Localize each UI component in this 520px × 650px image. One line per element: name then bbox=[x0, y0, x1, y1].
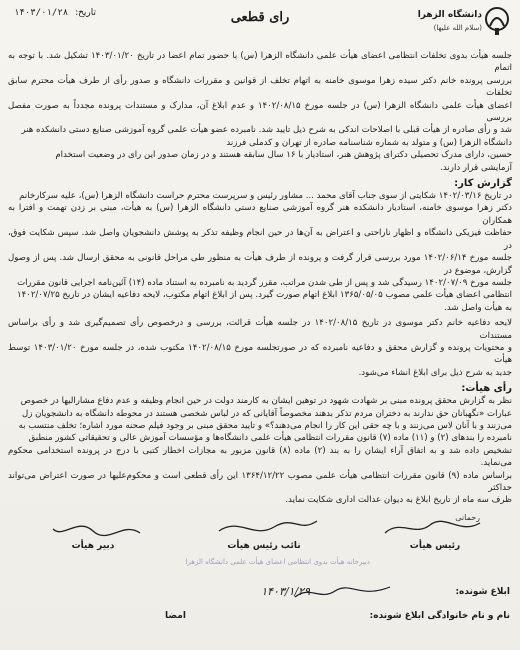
defense-line: و محتویات پرونده و گزارش محقق و دفاعیه نامبرده که در صورتجلسه مورخ ۱۴۰۲/۰۸/۱۵ مکتوب شده، در جلسه مورخ ۱۴۰۳/۰۱/۲۰ توسط هیأت bbox=[8, 342, 513, 366]
chair-name: رحمانی bbox=[455, 512, 480, 522]
verdict-line: نظر به گزارش محقق پرونده مبنی بر شهادت شهود در توهین ایشان به کارمند دولت در حین انجام وظیفه و عدم دفاع مشارالیها در خصوص bbox=[20, 396, 512, 407]
report-line: جلسه مورخ ۱۴۰۲/۰۶/۱۴ مورد بررسی قرار گرفت و پرونده از طرف هیأت به منظور طی مراحل قانونی به محقق ارسال شد. پس از وصول گزارش، موضوع در bbox=[8, 253, 512, 276]
intro-line: شد و رأی صادره از هیأت قبلی با اصلاحات اندکی به شرح ذیل تایید شد. نامبرده عضو هیأت علمی گروه آموزشی صنایع دستی دانشکده هنر bbox=[21, 125, 512, 136]
intro-line: حسین، دارای مدرک تحصیلی دکترای پژوهش هنر، استادیار با ۱۶ سال سابقه هستند و در زمان صدور این رای در وضعیت استخدام bbox=[55, 150, 512, 161]
intro-block bbox=[6, 50, 514, 174]
logo-text: دانشگاه الزهرا bbox=[417, 10, 482, 20]
intro-line: جلسه هیأت بدوی تخلفات انتظامی اعضای هیأت علمی دانشگاه الزهرا (س) با حضور تمام اعضا در تاریخ ۱۴۰۳/۰۱/۲۰ تشکیل شد. با توجه به اتمام bbox=[8, 51, 512, 74]
verdict-line: تشخیص داده شد و به اتفاق آراء ایشان را به بند (۲) ماده (۸) قانون مزبور به مجازات اخطار کتبی با درج در پرونده استخدامی محکوم می‌نماید. bbox=[8, 445, 512, 469]
verdict-line: می‌زنند و با آنان لاس می‌زنند و با چه حقی این کار را انجام می‌دهند؟» و تایید محقق مبنی بر وجود فیلم صحنه مورد اشاره؛ تخلف منتسب به bbox=[18, 420, 512, 431]
report-line: دکتر زهرا موسوی خامنه، استادیار دانشکده هنر گروه آموزشی صنایع دستی دانشگاه الزهرا (س) به هیأت، مبنی بر زدن تهمت و افترا به همکاران bbox=[8, 203, 512, 226]
document-header bbox=[6, 0, 514, 50]
report-line: حفاظت فیزیکی دانشگاه و اظهار ناراحتی و اعتراض به آن‌ها در حین انجام وظیفه تذکر به پوشش دانشجویان واصل شد. سپس شکایت فوق، در bbox=[8, 228, 512, 251]
report-heading: گزارش کار: bbox=[454, 178, 512, 190]
date-value: ۱۴۰۳/۰۱/۲۸ bbox=[14, 8, 69, 18]
date-label: تاریخ: bbox=[75, 8, 97, 18]
signature-chair bbox=[370, 512, 500, 551]
office-stamp bbox=[130, 558, 370, 576]
notify-label: ابلاغ شونده: bbox=[455, 587, 510, 597]
report-line: جلسه مورخ ۱۴۰۲/۰۷/۰۹ رسیدگی شد و پس از طی شدن مراتب، مقرر گردید به نامبرده به استناد ماده (۱۴) آئین‌نامه اجرایی قانون مقررات bbox=[17, 277, 512, 288]
report-block bbox=[6, 190, 514, 314]
verdict-line: ظرف سه ماه از تاریخ ابلاغ به دیوان عدالت اداری شکایت نماید. bbox=[285, 495, 512, 506]
chair-label: رئیس هیأت bbox=[409, 540, 461, 551]
verdict-block bbox=[6, 395, 514, 507]
defense-block bbox=[6, 317, 514, 379]
verdict-heading: رأی هیأت: bbox=[461, 383, 512, 395]
document-title: رای قطعی bbox=[230, 10, 290, 25]
logo-subtext: (سلام الله علیها) bbox=[433, 24, 482, 32]
signature-vice-chair bbox=[199, 515, 329, 551]
report-line: به هیأت واصل شد. bbox=[444, 302, 512, 313]
signature-secretary bbox=[28, 515, 158, 551]
recipient-name-label: نام و نام خانوادگی ابلاغ شونده: bbox=[369, 611, 510, 621]
signature-scribble-icon bbox=[28, 515, 158, 541]
verdict-line: عبارات «نگهبانان حق ندارند به دختران مردم تذکر بدهند مخصوصاً آقایانی که در لباس شخصی هستند در محوطه دانشگاه به دانشجویان زل bbox=[21, 408, 512, 419]
intro-line: دانشگاه الزهرا (س) و متولد به شماره شناسنامه صادره از تهران و کدملی فرزند bbox=[226, 137, 512, 148]
secretary-label: دبیر هیأت bbox=[71, 540, 115, 551]
intro-line: آزمایشی قرار دارند. bbox=[440, 162, 512, 173]
signature-scribble-icon bbox=[199, 515, 329, 541]
notify-handwritten-date: ۱۴۰۳/۱/۲۹ bbox=[261, 585, 310, 598]
notification-section bbox=[0, 583, 520, 623]
verdict-line: براساس ماده (۹) قانون مقررات انتظامی هیأت علمی مصوب ۱۳۶۴/۱۲/۲۲ این رأی قطعی است و محکوم‌علیها در صورت اعتراض می‌تواند حداکثر bbox=[8, 470, 512, 493]
defense-line: جدید به شرح ذیل برای ابلاغ انشاء می‌شود. bbox=[358, 367, 512, 378]
defense-line: لایحه دفاعیه خانم دکتر موسوی در تاریخ ۱۴۰۲/۰۸/۱۵ در جلسه هیأت قرائت، بررسی و درخصوص رأی تصمیم‌گیری شد و رأی براساس مستندات bbox=[8, 318, 512, 341]
recipient-sign-label: امضا bbox=[165, 611, 186, 621]
report-line: انتظامی اعضای هیأت علمی مصوب ۱۳۶۵/۰۵/۰۵ ابلاغ اتهام صورت گیرد. پس از ابلاغ اتهام مکتوب، لایحه دفاعیه ایشان در تاریخ ۱۴۰۲/۰۷/۲۵ bbox=[16, 290, 512, 301]
verdict-line: نامبرده را بندهای (۲) و (۱۱) ماده (۷) قانون مقررات انتظامی هیأت علمی دانشگاه‌ها و مؤسسات آموزش عالی و تحقیقاتی کشور منطبق bbox=[28, 433, 512, 444]
document-date bbox=[14, 8, 96, 18]
intro-line: بررسی پرونده خانم دکتر سیده زهرا موسوی خامنه به اتهام تخلف از قوانین و مقررات دانشگاه و صدور رأی از طرف هیأت محترم سابق تخلفات bbox=[8, 75, 512, 99]
intro-line: اعضای هیأت علمی دانشگاه الزهرا (س) در جلسه مورخ ۱۴۰۲/۰۸/۱۵ و عدم ابلاغ آن، مدارک و مستندات پرونده مجدداً به صورت مفصل بررسی bbox=[8, 100, 512, 124]
vice-chair-label: نائب رئیس هیأت bbox=[227, 540, 301, 551]
stamp-text: دبیرخانه هیأت بدوی انتظامی اعضای هیأت علمی دانشگاه الزهرا bbox=[185, 558, 370, 566]
report-line: در تاریخ ۱۴۰۲/۰۳/۱۶ شکایتی از سوی جناب آقای محمد ... مشاور رئیس و سرپرست محترم حراست دانشگاه الزهرا (س)، علیه سرکارخانم bbox=[19, 191, 512, 202]
signature-scribble-icon bbox=[370, 512, 500, 541]
